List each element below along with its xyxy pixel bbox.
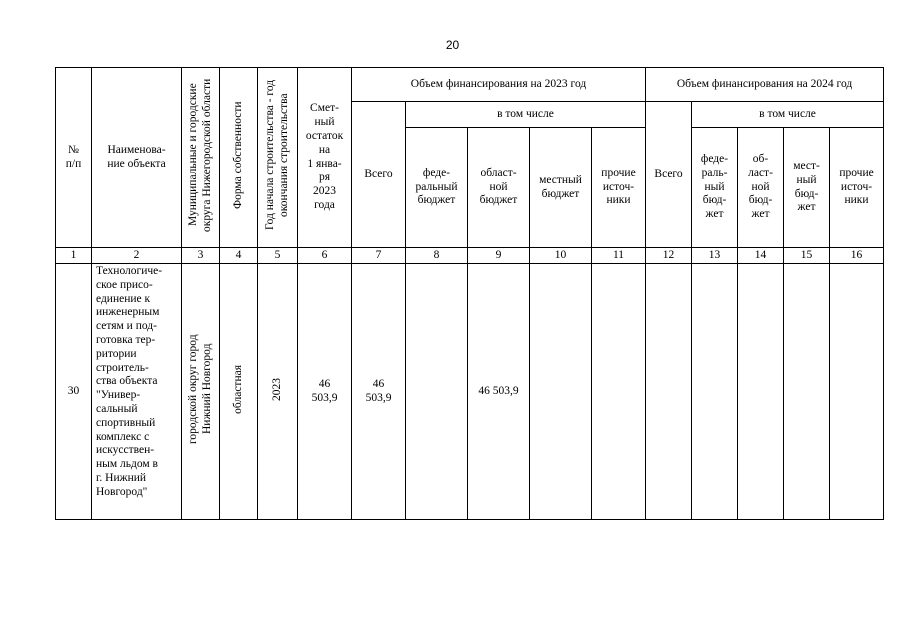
header-local-2023: местный бюджет: [530, 128, 592, 248]
header-group-2024: Объем финансирования на 2024 год: [646, 68, 884, 102]
col-number: 8: [406, 248, 468, 264]
row-regional-2024: [738, 264, 784, 520]
financing-table: [55, 67, 884, 520]
name-line: строитель-: [96, 361, 149, 374]
name-line: сетям и под-: [96, 320, 157, 333]
row-name: [92, 264, 182, 520]
header-federal-2024: феде- раль- ный бюд- жет: [692, 128, 738, 248]
col-number: 12: [646, 248, 692, 264]
row-municipality: городской округ город Нижний Новгород: [186, 334, 213, 444]
name-line: Новгород": [96, 485, 148, 498]
row-local-2024: [784, 264, 830, 520]
page-number: 20: [445, 38, 460, 52]
header-regional-2023: област- ной бюджет: [468, 128, 530, 248]
header-federal-2023: феде- ральный бюджет: [406, 128, 468, 248]
name-line: инженерным: [96, 306, 160, 319]
row-balance: 46 503,9: [298, 264, 352, 520]
name-line: искусствен-: [96, 444, 155, 457]
name-line: ритории: [96, 347, 137, 360]
row-year: 2023: [270, 377, 283, 401]
row-federal-2023: [406, 264, 468, 520]
name-line: сальный: [96, 402, 138, 415]
header-balance: Смет- ный остаток на 1 янва- ря 2023 года: [298, 68, 352, 248]
header-incl-2023: в том числе: [406, 102, 646, 128]
row-ownership-cell: [220, 264, 258, 520]
row-year-cell: [258, 264, 298, 520]
row-regional-2023: 46 503,9: [468, 264, 530, 520]
name-line: ское присо-: [96, 278, 153, 291]
header-other-2023: прочие источ- ники: [592, 128, 646, 248]
name-line: спортивный: [96, 416, 156, 429]
col-number: 10: [530, 248, 592, 264]
header-total-2024: Всего: [646, 102, 692, 248]
header-num: № п/п: [56, 68, 92, 248]
name-line: "Универ-: [96, 389, 141, 402]
row-ownership: областная: [231, 364, 244, 414]
name-line: единение к: [96, 292, 151, 305]
header-years-cell: [258, 68, 298, 248]
header-municipality-cell: [182, 68, 220, 248]
col-number: 13: [692, 248, 738, 264]
col-number: 9: [468, 248, 530, 264]
col-number: 4: [220, 248, 258, 264]
header-local-2024: мест- ный бюд- жет: [784, 128, 830, 248]
name-line: Технологиче-: [96, 265, 163, 277]
col-number: 16: [830, 248, 884, 264]
header-regional-2024: об- ласт- ной бюд- жет: [738, 128, 784, 248]
row-total-2023: 46 503,9: [352, 264, 406, 520]
col-number: 11: [592, 248, 646, 264]
row-municipality-cell: [182, 264, 220, 520]
header-ownership: Форма собственности: [231, 101, 244, 209]
col-number: 2: [92, 248, 182, 264]
col-number: 14: [738, 248, 784, 264]
col-number: 1: [56, 248, 92, 264]
table-row: [56, 264, 884, 520]
column-numbers-row: [56, 248, 884, 264]
header-years: Год начала строительства - год окончания строительства: [263, 80, 290, 231]
name-line: ства объекта: [96, 375, 158, 388]
name-line: готовка тер-: [96, 333, 156, 346]
col-number: 3: [182, 248, 220, 264]
col-number: 6: [298, 248, 352, 264]
col-number: 5: [258, 248, 298, 264]
col-number: 15: [784, 248, 830, 264]
col-number: 7: [352, 248, 406, 264]
header-municipality: Муниципальные и городские округа Нижегородской области: [186, 78, 213, 232]
row-total-2024: [646, 264, 692, 520]
row-federal-2024: [692, 264, 738, 520]
header-incl-2024: в том числе: [692, 102, 884, 128]
name-line: ным льдом в: [96, 458, 158, 471]
header-group-2023: Объем финансирования на 2023 год: [352, 68, 646, 102]
row-other-2024: [830, 264, 884, 520]
row-num: 30: [56, 264, 92, 520]
header-ownership-cell: [220, 68, 258, 248]
name-line: комплекс с: [96, 430, 150, 443]
name-line: г. Нижний: [96, 471, 147, 484]
row-other-2023: [592, 264, 646, 520]
header-other-2024: прочие источ- ники: [830, 128, 884, 248]
row-local-2023: [530, 264, 592, 520]
header-name: Наименова- ние объекта: [92, 68, 182, 248]
header-total-2023: Всего: [352, 102, 406, 248]
